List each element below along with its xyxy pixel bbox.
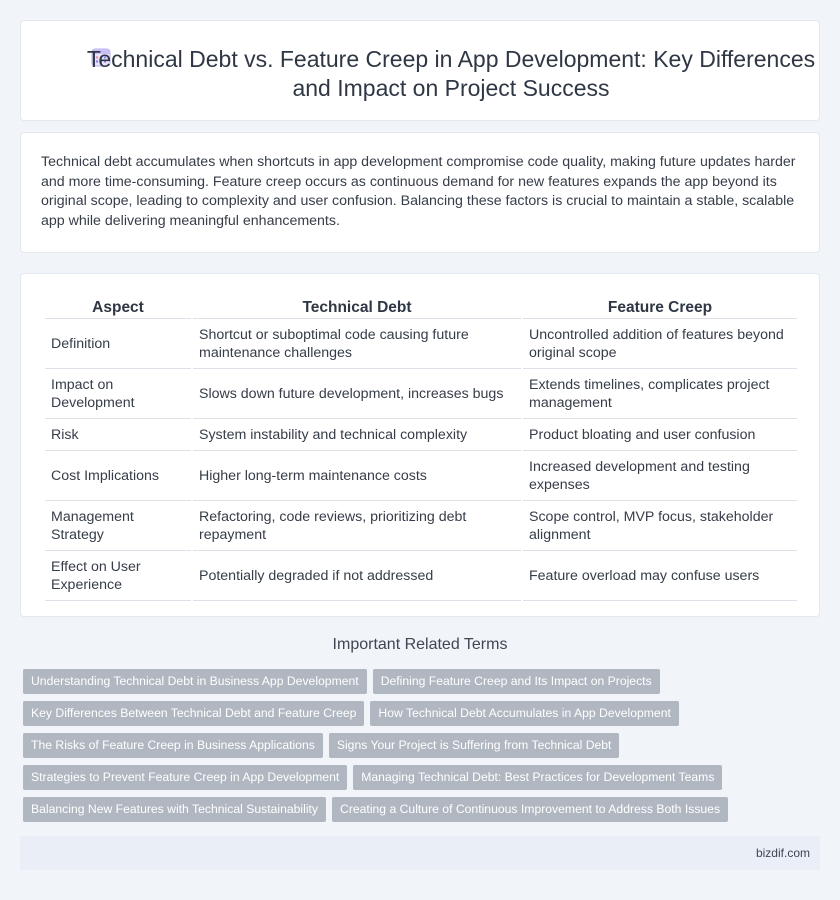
column-header-technical-debt: Technical Debt [193,296,521,319]
table-cell: Management Strategy [45,501,191,551]
related-term-tag[interactable]: Understanding Technical Debt in Business App Development [23,669,367,694]
intro-card [20,132,820,253]
tag-row [23,701,823,733]
related-term-tag[interactable]: Managing Technical Debt: Best Practices for Development Teams [353,765,722,790]
tag-row [23,733,823,765]
comparison-table-card [20,273,820,617]
table-cell: Product bloating and user confusion [523,419,797,451]
table-cell: Feature overload may confuse users [523,551,797,601]
related-term-tag[interactable]: The Risks of Feature Creep in Business Applications [23,733,323,758]
column-header-feature-creep: Feature Creep [523,296,797,319]
footer [20,836,820,870]
related-term-tag[interactable]: Defining Feature Creep and Its Impact on Projects [373,669,660,694]
table-cell: Increased development and testing expenses [523,451,797,501]
intro-paragraph: Technical debt accumulates when shortcuts in app development compromise code quality, making future updates harder and more time-consuming. Feature creep occurs as continuous demand for new features expands the app beyond its original scope, leading to complexity and user confusion. Balancing these factors is crucial to maintain a stable, scalable app while delivering meaningful enhancements. [41,154,796,229]
table-row [45,551,797,601]
tag-row [23,797,823,829]
table-cell: Extends timelines, complicates project management [523,369,797,419]
page-title: Technical Debt vs. Feature Creep in App Development: Key Differences and Impact on Project Success [86,46,816,101]
site-link[interactable]: bizdif.com [755,846,810,860]
table-cell: Refactoring, code reviews, prioritizing debt repayment [193,501,521,551]
table-cell: Uncontrolled addition of features beyond original scope [523,319,797,369]
tag-row [23,765,823,797]
related-term-tag[interactable]: How Technical Debt Accumulates in App Development [370,701,678,726]
table-row [45,501,797,551]
table-row [45,319,797,369]
related-term-tag[interactable]: Signs Your Project is Suffering from Technical Debt [329,733,620,758]
table-cell: Potentially degraded if not addressed [193,551,521,601]
related-terms-tags [23,669,823,829]
table-cell: Slows down future development, increases bugs [193,369,521,419]
comparison-table [43,296,799,601]
table-cell: Definition [45,319,191,369]
tag-row [23,669,823,701]
table-row [45,451,797,501]
column-header-aspect: Aspect [45,296,191,319]
table-row [45,419,797,451]
table-cell: Impact on Development [45,369,191,419]
table-cell: Scope control, MVP focus, stakeholder alignment [523,501,797,551]
related-term-tag[interactable]: Strategies to Prevent Feature Creep in App Development [23,765,347,790]
table-row [45,369,797,419]
table-cell: Cost Implications [45,451,191,501]
table-cell: System instability and technical complexity [193,419,521,451]
table-cell: Higher long-term maintenance costs [193,451,521,501]
related-terms-title: Important Related Terms [332,636,508,653]
table-cell: Risk [45,419,191,451]
related-term-tag[interactable]: Creating a Culture of Continuous Improvement to Address Both Issues [332,797,728,822]
table-cell: Effect on User Experience [45,551,191,601]
table-cell: Shortcut or suboptimal code causing future maintenance challenges [193,319,521,369]
title-card [20,20,820,121]
table-header-row [45,296,797,319]
related-term-tag[interactable]: Key Differences Between Technical Debt and Feature Creep [23,701,364,726]
related-term-tag[interactable]: Balancing New Features with Technical Sustainability [23,797,326,822]
